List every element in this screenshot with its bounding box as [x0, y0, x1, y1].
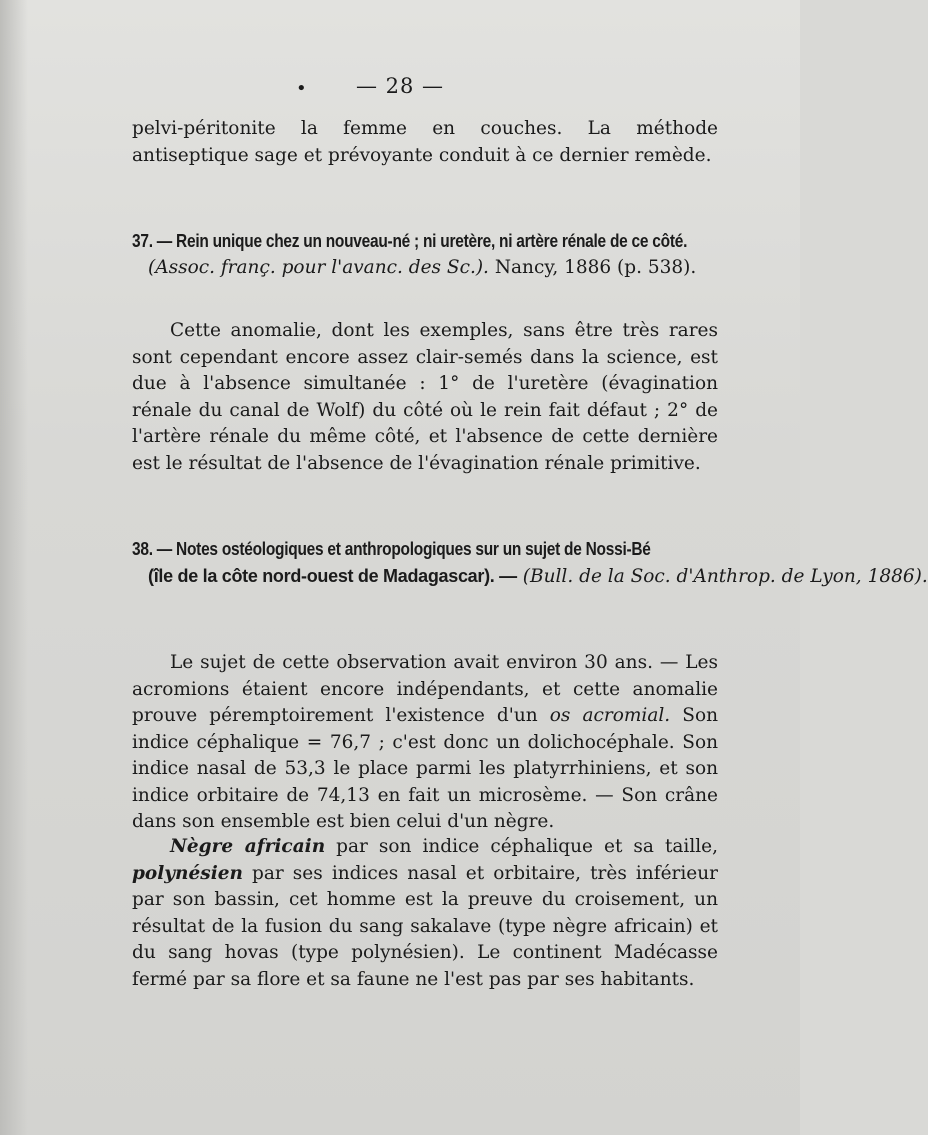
section-38-title-line1: 38. — Notes ostéologiques et anthropologiques sur un sujet de Nossi-Bé	[132, 539, 651, 559]
section-38-title-line2	[132, 563, 928, 591]
body2-part-d: par ses indices nasal et orbitaire, très inférieur par son bassin, cet homme est la preuve du croisement, un résultat de la fusion du sang sakalave (type nègre africain) et du sang hovas (type polynésien). Le continent Madécasse fermé par sa flore et sa faune ne l'est pas par ses habitants.	[132, 862, 718, 990]
body1-part-a: Le sujet de cette observation avait environ 30 ans. — Les acromions étaient encore indépendants, et cette anomalie prouve péremptoirement l'existence d'un	[132, 652, 718, 726]
section-37-body: Cette anomalie, dont les exemples, sans être très rares sont cependant encore assez clair-semés dans la science, est due à l'absence simultanée : 1° de l'uretère (évagination rénale du canal de Wolf) du côté où le rein fait défaut ; 2° de l'artère rénale du même côté, et l'absence de cette dernière est le résultat de l'absence de l'évagination rénale primitive.	[132, 320, 718, 474]
section-37-reference	[132, 255, 718, 282]
section-37-heading	[132, 228, 718, 281]
section-38-body-paragraph2	[132, 834, 718, 993]
body1-italic-term: os acromial.	[549, 705, 671, 726]
section-37-title: 37. — Rein unique chez un nouveau-né ; ni uretère, ni artère rénale de ce côté.	[132, 231, 688, 251]
section-38-title-cont: (île de la côte nord-ouest de Madagascar). —	[148, 565, 517, 586]
body2-part-b: par son indice céphalique et sa taille,	[336, 836, 718, 857]
body1-part-b: Son indice céphalique = 76,7 ; c'est donc un dolichocéphale. Son indice nasal de 53,3 le place parmi les platyrrhiniens, et son indice orbitaire de 74,13 en fait un microsème. — Son crâne dans son ensemble est bien celui d'un nègre.	[132, 705, 719, 832]
section-38-body-paragraph1	[132, 650, 718, 836]
section-37-ref-source: (Assoc. franç. pour l'avanc. des Sc.).	[148, 256, 489, 278]
body2-term-african: Nègre africain	[170, 836, 326, 857]
page-number: — 28 —	[355, 74, 445, 98]
top-paragraph: pelvi-péritonite la femme en couches. La méthode antiseptique sage et prévoyante conduit à ce dernier remède.	[132, 118, 718, 166]
section-37-ref-place: Nancy, 1886 (p. 538).	[494, 256, 697, 278]
section-38-heading	[132, 536, 928, 590]
page-mark: •	[296, 78, 307, 99]
section-38-reference: (Bull. de la Soc. d'Anthrop. de Lyon, 1886).	[522, 565, 928, 587]
body2-term-polynesian: polynésien	[132, 862, 243, 884]
